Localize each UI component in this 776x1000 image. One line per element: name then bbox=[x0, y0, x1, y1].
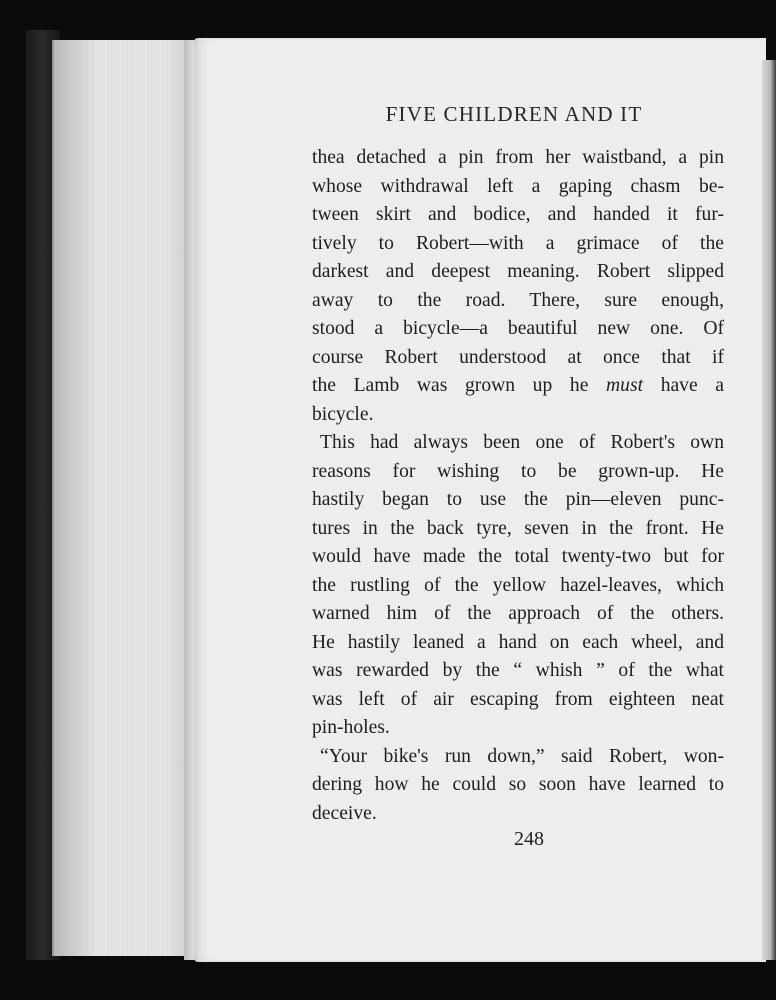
text-line-content: dering how he could so soon have learned to bbox=[312, 774, 724, 795]
text-line bbox=[312, 372, 724, 401]
text-line bbox=[312, 515, 724, 544]
text-line-content: hastily began to use the pin—eleven punc- bbox=[312, 489, 724, 510]
text-line-content: He hastily leaned a hand on each wheel, and bbox=[312, 631, 724, 653]
text-line bbox=[312, 287, 724, 316]
text-line bbox=[312, 600, 724, 629]
text-line-content: was left of air escaping from eighteen neat bbox=[312, 688, 724, 710]
text-line bbox=[312, 458, 724, 487]
text-line-content: deceive. bbox=[312, 802, 377, 824]
text-line bbox=[312, 258, 724, 287]
text-line-content: tures in the back tyre, seven in the front. He bbox=[312, 517, 724, 539]
text-line-content: course Robert understood at once that if bbox=[312, 346, 724, 368]
page-number: 248 bbox=[514, 828, 544, 850]
text-line-content: whose withdrawal left a gaping chasm be- bbox=[312, 175, 724, 197]
text-line bbox=[312, 743, 724, 772]
text-line bbox=[312, 543, 724, 572]
text-line-content: pin-holes. bbox=[312, 717, 390, 738]
text-line-content: stood a bicycle—a beautiful new one. Of bbox=[312, 318, 724, 339]
facing-page-edge bbox=[762, 60, 776, 960]
text-line-content: This had always been one of Robert's own bbox=[320, 432, 724, 453]
body-text bbox=[312, 144, 724, 828]
text-line-content: tively to Robert—with a grimace of the bbox=[312, 232, 724, 254]
text-line-content: away to the road. There, sure enough, bbox=[312, 289, 724, 311]
text-line bbox=[312, 572, 724, 601]
text-line bbox=[312, 714, 724, 743]
text-line-content-after: have a bbox=[643, 375, 725, 396]
running-head: FIVE CHILDREN AND IT bbox=[385, 102, 643, 126]
text-line bbox=[312, 800, 724, 829]
text-line bbox=[312, 686, 724, 715]
text-line-content: darkest and deepest meaning. Robert slipped bbox=[312, 261, 724, 282]
text-line bbox=[312, 657, 724, 686]
text-line bbox=[312, 201, 724, 230]
text-line bbox=[312, 344, 724, 373]
text-line-content: bicycle. bbox=[312, 403, 374, 425]
text-line bbox=[312, 771, 724, 800]
page-stack-edges bbox=[52, 40, 196, 956]
text-line-content: warned him of the approach of the others. bbox=[312, 603, 724, 624]
emphasis-text: must bbox=[606, 375, 644, 396]
text-line bbox=[312, 401, 724, 430]
text-line bbox=[312, 230, 724, 259]
text-line-content: “Your bike's run down,” said Robert, won- bbox=[320, 745, 724, 767]
text-line-content: was rewarded by the “ whish ” of the what bbox=[312, 660, 724, 681]
text-line bbox=[312, 315, 724, 344]
book-page bbox=[194, 38, 766, 962]
text-line-content: the rustling of the yellow hazel-leaves, which bbox=[312, 574, 724, 596]
text-line bbox=[312, 429, 724, 458]
text-line-content: thea detached a pin from her waistband, a pin bbox=[312, 147, 724, 168]
text-line-content: the Lamb was grown up he bbox=[312, 375, 607, 396]
text-line-content: would have made the total twenty-two but for bbox=[312, 546, 724, 567]
text-line bbox=[312, 629, 724, 658]
text-line-content: reasons for wishing to be grown-up. He bbox=[312, 460, 724, 482]
text-line bbox=[312, 173, 724, 202]
text-line bbox=[312, 144, 724, 173]
text-line-content: tween skirt and bodice, and handed it fur- bbox=[312, 204, 724, 225]
text-line bbox=[312, 486, 724, 515]
